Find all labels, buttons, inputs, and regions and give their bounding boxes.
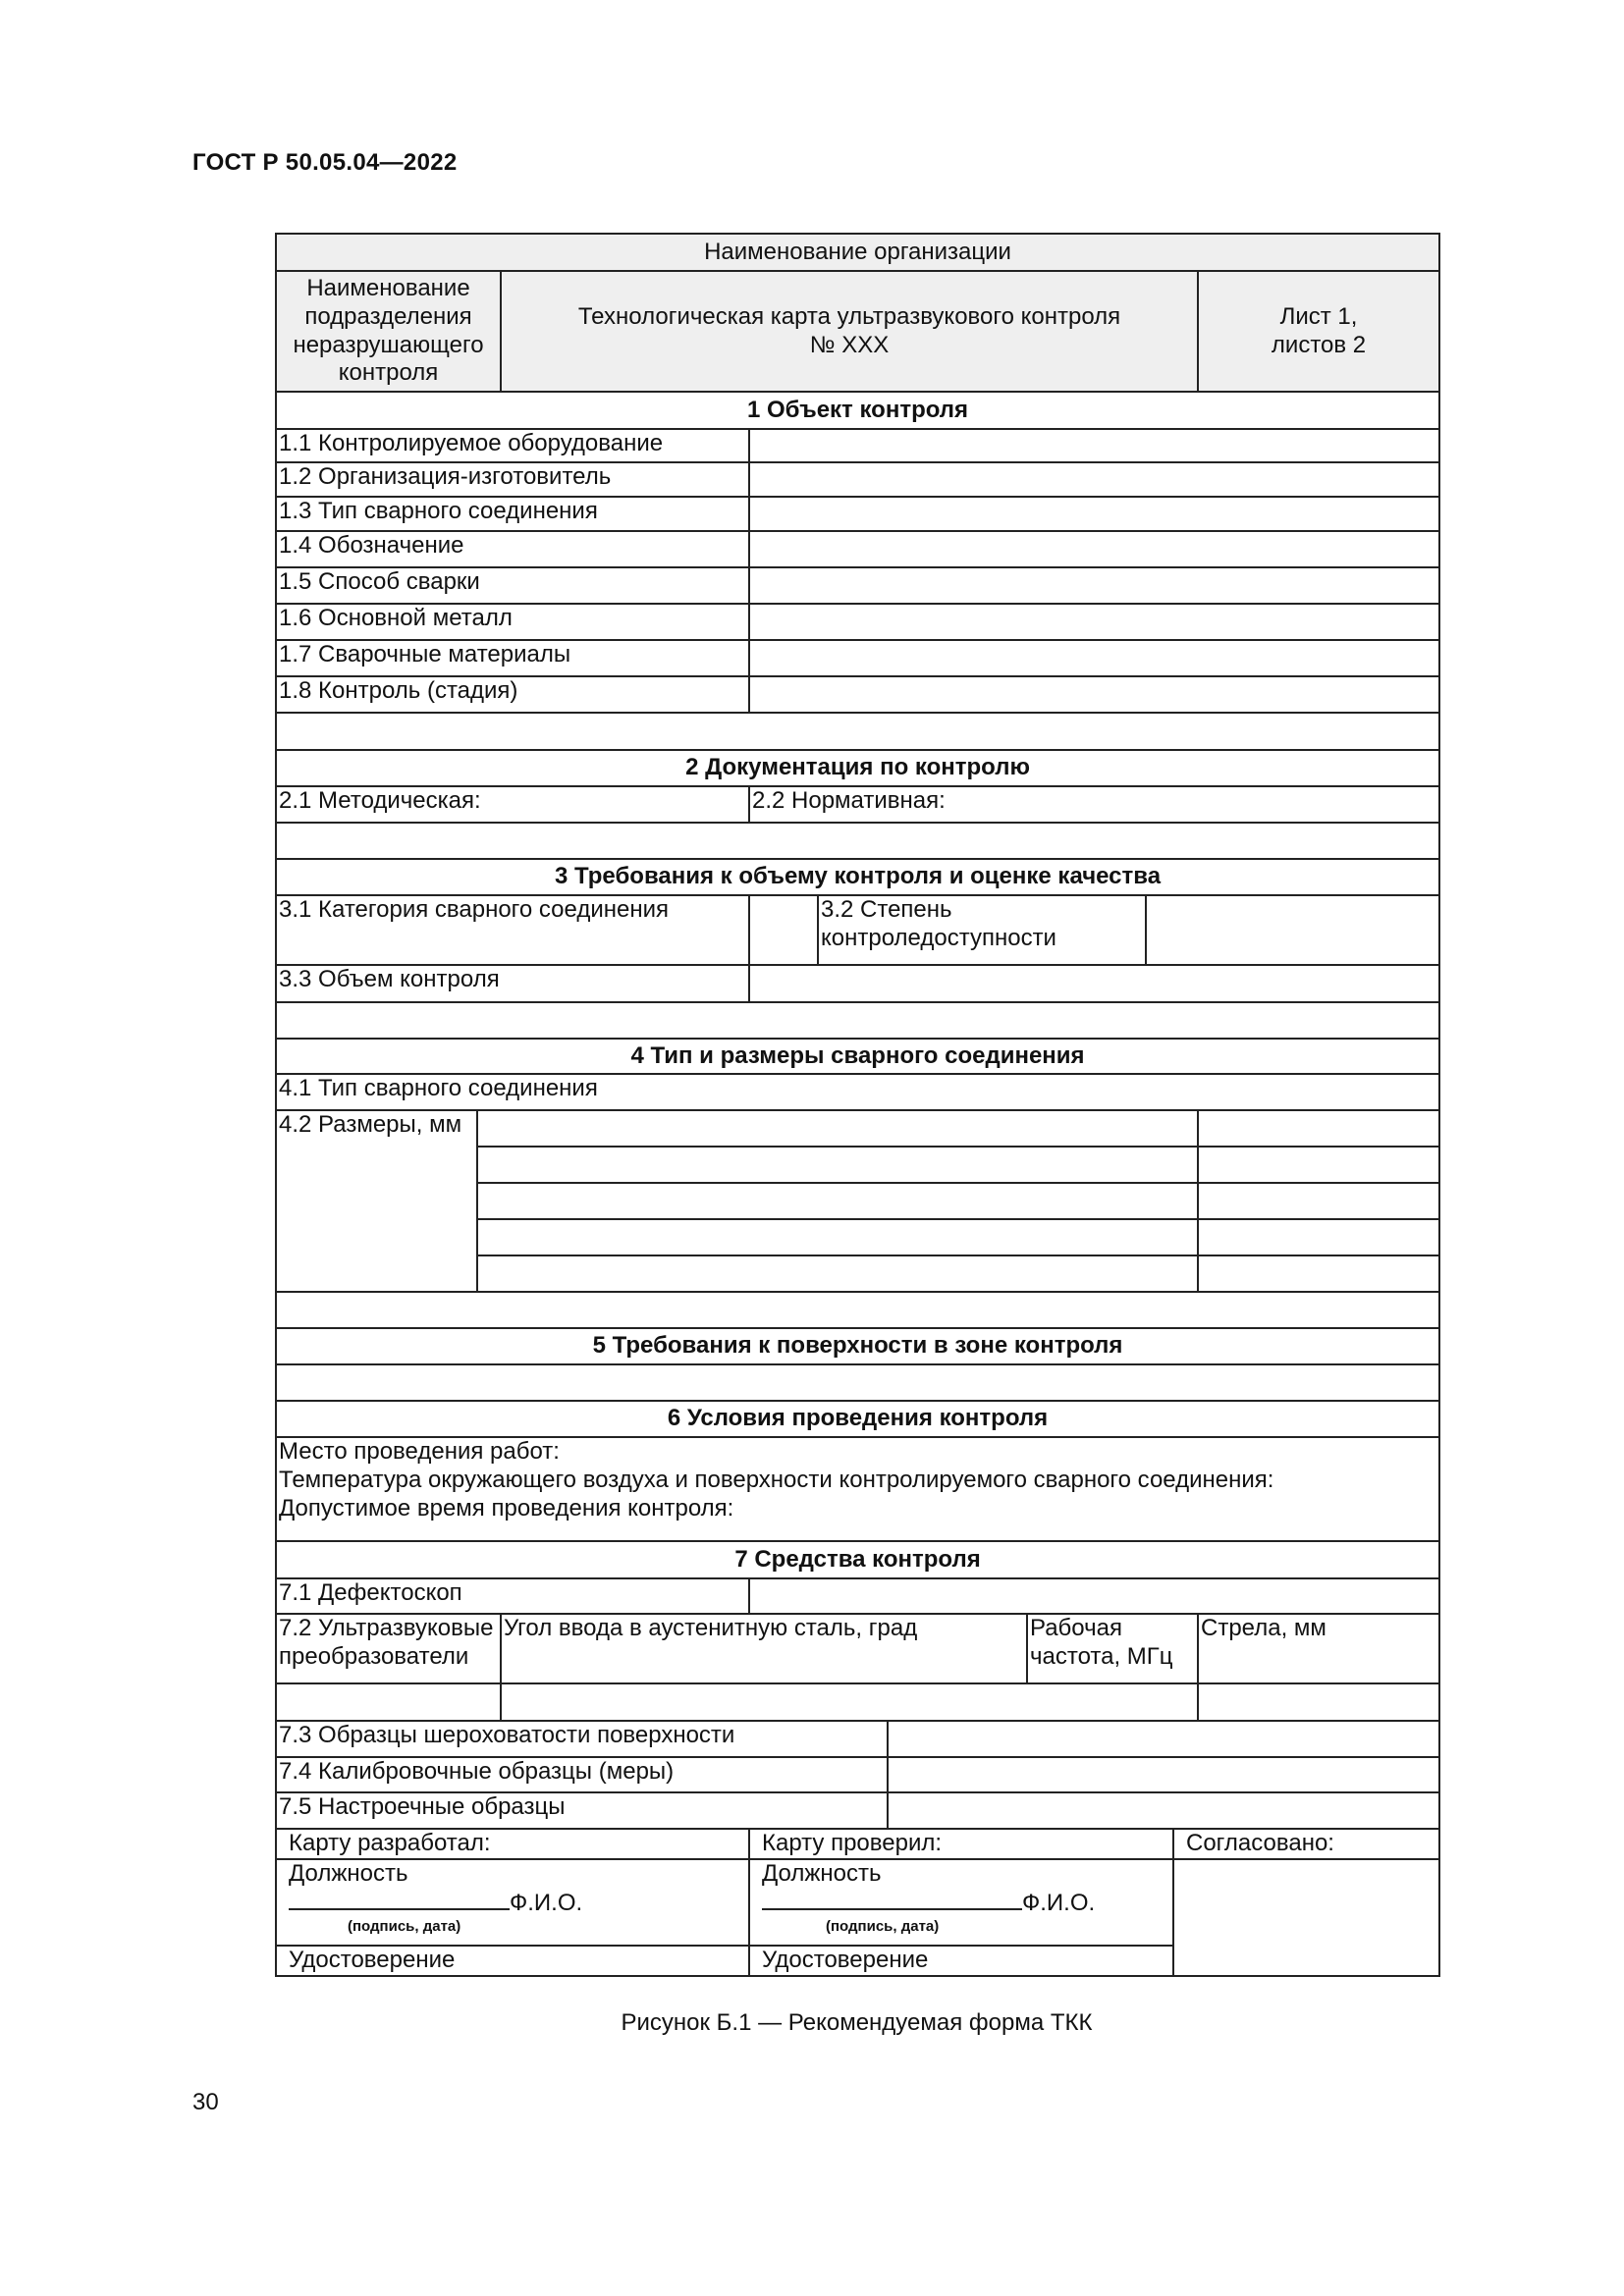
s1-row-value[interactable] <box>749 567 1439 604</box>
agreed-sign-cell[interactable] <box>1173 1859 1439 1976</box>
dimension-cell[interactable] <box>477 1219 1198 1255</box>
section-2-title: 2 Документация по контролю <box>276 750 1439 786</box>
dimension-value-cell[interactable] <box>1198 1255 1439 1292</box>
accessibility-label: 3.2 Степень контроледоступности <box>818 895 1146 965</box>
figure-caption: Рисунок Б.1 — Рекомендуемая форма ТКК <box>621 2009 1093 2036</box>
transducer-arrow-cell[interactable] <box>1198 1683 1439 1721</box>
checker-sign-cell[interactable] <box>749 1859 1173 1946</box>
section-3-title: 3 Требования к объему контроля и оценке качества <box>276 859 1439 895</box>
section-4-title: 4 Тип и размеры сварного соединения <box>276 1039 1439 1074</box>
flaw-detector-label: 7.1 Дефектоскоп <box>276 1578 749 1614</box>
s1-row-label: 1.2 Организация-изготовитель <box>276 462 749 497</box>
s1-row-label: 1.7 Сварочные материалы <box>276 640 749 676</box>
dimension-cell[interactable] <box>477 1183 1198 1219</box>
org-name-cell: Наименование организации <box>276 234 1439 271</box>
transducer-cell[interactable] <box>276 1683 501 1721</box>
signature-date-hint: (подпись, дата) <box>826 1918 940 1936</box>
dimension-cell[interactable] <box>477 1110 1198 1147</box>
weld-category-label: 3.1 Категория сварного соединения <box>276 895 749 965</box>
blank-row[interactable] <box>276 713 1439 750</box>
dimensions-label: 4.2 Размеры, мм <box>276 1110 477 1292</box>
s1-row-value[interactable] <box>749 429 1439 462</box>
checker-certificate-label: Удостоверение <box>749 1946 1173 1976</box>
dimension-cell[interactable] <box>477 1147 1198 1183</box>
section-1-title: 1 Объект контроля <box>276 392 1439 429</box>
position-label: Должность <box>762 1859 882 1887</box>
volume-value[interactable] <box>749 965 1439 1002</box>
accessibility-value[interactable] <box>1146 895 1439 965</box>
transducers-label: 7.2 Ультразвуковые преобразователи <box>276 1614 501 1683</box>
s1-row-label: 1.8 Контроль (стадия) <box>276 676 749 713</box>
s1-row-label: 1.6 Основной металл <box>276 604 749 640</box>
temperature-label: Температура окружающего воздуха и поверхности контролируемого сварного соединения: <box>279 1466 1274 1493</box>
methodical-doc-cell[interactable]: 2.1 Методическая: <box>276 786 749 823</box>
s1-row-value[interactable] <box>749 531 1439 567</box>
s1-row-value[interactable] <box>749 604 1439 640</box>
dimension-cell[interactable] <box>477 1255 1198 1292</box>
conditions-cell[interactable] <box>276 1437 1439 1541</box>
developer-certificate-label: Удостоверение <box>276 1946 749 1976</box>
work-place-label: Место проведения работ: <box>279 1438 560 1465</box>
agreed-label: Согласовано: <box>1173 1829 1439 1859</box>
tkk-form-table <box>275 233 1440 1977</box>
weld-category-value[interactable] <box>749 895 818 965</box>
roughness-label: 7.3 Образцы шероховатости поверхности <box>276 1721 888 1757</box>
volume-label: 3.3 Объем контроля <box>276 965 749 1002</box>
s1-row-value[interactable] <box>749 462 1439 497</box>
dept-name-cell: Наименование подразделения неразрушающего контроля <box>276 271 501 392</box>
sheet-label: Лист 1, <box>1279 302 1358 330</box>
checked-by-label: Карту проверил: <box>749 1829 1173 1859</box>
section-6-title: 6 Условия проведения контроля <box>276 1401 1439 1437</box>
signature-date-hint: (подпись, дата) <box>348 1918 461 1936</box>
frequency-header: Рабочая частота, МГц <box>1027 1614 1198 1683</box>
blank-row[interactable] <box>276 1292 1439 1328</box>
s1-row-value[interactable] <box>749 640 1439 676</box>
section-5-title: 5 Требования к поверхности в зоне контроля <box>276 1328 1439 1364</box>
blank-row[interactable] <box>276 823 1439 859</box>
blank-row[interactable] <box>276 1002 1439 1039</box>
s1-row-label: 1.1 Контролируемое оборудование <box>276 429 749 462</box>
fio-label: Ф.И.О. <box>510 1889 583 1916</box>
calibration-value[interactable] <box>888 1757 1439 1792</box>
dimension-value-cell[interactable] <box>1198 1147 1439 1183</box>
roughness-value[interactable] <box>888 1721 1439 1757</box>
card-title: Технологическая карта ультразвукового контроля <box>577 302 1121 330</box>
surface-requirements-cell[interactable] <box>276 1364 1439 1401</box>
sheets-label: листов 2 <box>1271 331 1367 358</box>
signature-line <box>289 1889 510 1910</box>
normative-doc-cell[interactable]: 2.2 Нормативная: <box>749 786 1439 823</box>
card-number: № XXX <box>809 331 890 358</box>
document-code: ГОСТ Р 50.05.04—2022 <box>192 149 458 176</box>
s1-row-label: 1.3 Тип сварного соединения <box>276 497 749 531</box>
section-7-title: 7 Средства контроля <box>276 1541 1439 1578</box>
developed-by-label: Карту разработал: <box>276 1829 749 1859</box>
s1-row-value[interactable] <box>749 497 1439 531</box>
allowed-time-label: Допустимое время проведения контроля: <box>279 1494 734 1522</box>
sheet-cell <box>1198 271 1439 392</box>
position-label: Должность <box>289 1859 408 1887</box>
angle-header: Угол ввода в аустенитную сталь, град <box>501 1614 1027 1683</box>
dimension-value-cell[interactable] <box>1198 1110 1439 1147</box>
fio-label: Ф.И.О. <box>1022 1889 1096 1916</box>
weld-type-row[interactable]: 4.1 Тип сварного соединения <box>276 1074 1439 1110</box>
dimension-value-cell[interactable] <box>1198 1183 1439 1219</box>
setup-samples-label: 7.5 Настроечные образцы <box>276 1792 888 1829</box>
s1-row-label: 1.4 Обозначение <box>276 531 749 567</box>
developer-sign-cell[interactable] <box>276 1859 749 1946</box>
page-number: 30 <box>192 2089 219 2115</box>
card-title-cell <box>501 271 1198 392</box>
arrow-header: Стрела, мм <box>1198 1614 1439 1683</box>
transducer-params-cell[interactable] <box>501 1683 1198 1721</box>
signature-line <box>762 1889 1022 1910</box>
calibration-label: 7.4 Калибровочные образцы (меры) <box>276 1757 888 1792</box>
dimension-value-cell[interactable] <box>1198 1219 1439 1255</box>
flaw-detector-value[interactable] <box>749 1578 1439 1614</box>
s1-row-value[interactable] <box>749 676 1439 713</box>
s1-row-label: 1.5 Способ сварки <box>276 567 749 604</box>
setup-samples-value[interactable] <box>888 1792 1439 1829</box>
